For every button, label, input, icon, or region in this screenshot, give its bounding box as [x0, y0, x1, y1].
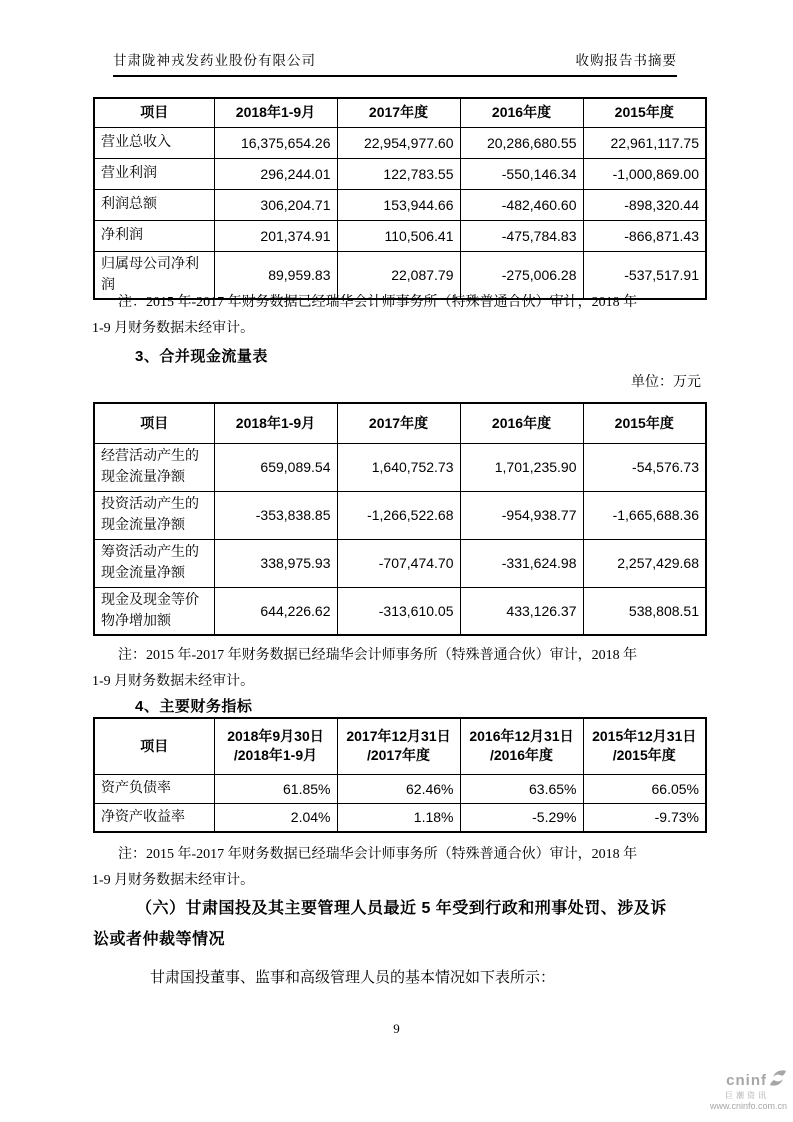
cell-value: 22,961,117.75: [583, 127, 706, 158]
row-label: 筹资活动产生的现金流量净额: [94, 539, 214, 587]
cninfo-logo-text: cninf: [726, 1072, 767, 1089]
table-row: [94, 491, 706, 539]
page-header: [113, 49, 677, 77]
column-header-text: /2018年1-9月: [233, 747, 318, 764]
cell-value: -537,517.91: [583, 251, 706, 299]
note-line: 注：2015 年-2017 年财务数据已经瑞华会计师事务所（特殊普通合伙）审计，2018 年: [118, 295, 638, 310]
table-row: [94, 803, 706, 832]
column-header-text: 2018年9月30日: [227, 728, 324, 745]
note-line: 1-9 月财务数据未经审计。: [92, 674, 255, 689]
table-row: [94, 774, 706, 803]
cell-value: 1,701,235.90: [460, 443, 583, 491]
cell-value: 16,375,654.26: [214, 127, 337, 158]
table-header-row: [94, 98, 706, 127]
cell-value: -550,146.34: [460, 158, 583, 189]
cell-value: -353,838.85: [214, 491, 337, 539]
column-header: 2017年度: [337, 403, 460, 443]
column-header: 2016年度: [460, 98, 583, 127]
cell-value: 63.65%: [460, 774, 583, 803]
income-statement-table: [93, 97, 707, 300]
document-title: 收购报告书摘要: [575, 53, 677, 68]
column-header: 2015年度: [583, 403, 706, 443]
cell-value: -275,006.28: [460, 251, 583, 299]
section-heading-indicators: 4、主要财务指标: [135, 698, 253, 715]
cell-value: 338,975.93: [214, 539, 337, 587]
column-header: 2016年度: [460, 403, 583, 443]
cell-value: 89,959.83: [214, 251, 337, 299]
row-label: 净利润: [94, 220, 214, 251]
cell-value: 153,944.66: [337, 189, 460, 220]
note-line: 1-9 月财务数据未经审计。: [92, 873, 255, 888]
column-header: 项目: [94, 98, 214, 127]
column-header: [460, 718, 583, 774]
cell-value: -1,000,869.00: [583, 158, 706, 189]
note-line: 注：2015 年-2017 年财务数据已经瑞华会计师事务所（特殊普通合伙）审计，2018 年: [118, 847, 638, 862]
table-row: [94, 443, 706, 491]
column-header: 2018年1-9月: [214, 403, 337, 443]
table-header-row: [94, 718, 706, 774]
cninfo-chinese-name: 巨潮资讯: [725, 1091, 769, 1100]
company-name: 甘肃陇神戎发药业股份有限公司: [113, 53, 316, 68]
table-row: [94, 127, 706, 158]
cell-value: 1,640,752.73: [337, 443, 460, 491]
table-row: [94, 587, 706, 635]
row-label: 营业利润: [94, 158, 214, 189]
heading-line: （六）甘肃国投及其主要管理人员最近 5 年受到行政和刑事处罚、涉及诉: [136, 900, 667, 917]
note-line: 1-9 月财务数据未经审计。: [92, 321, 255, 336]
page-number: 9: [393, 1021, 400, 1036]
column-header-text: /2015年度: [612, 747, 676, 764]
cell-value: -475,784.83: [460, 220, 583, 251]
audit-note: [92, 842, 710, 894]
column-header: [214, 718, 337, 774]
column-header-text: /2017年度: [366, 747, 431, 764]
cell-value: 66.05%: [583, 774, 706, 803]
cell-value: -954,938.77: [460, 491, 583, 539]
cell-value: -313,610.05: [337, 587, 460, 635]
column-header-text: 2017年12月31日: [346, 728, 451, 745]
cell-value: 306,204.71: [214, 189, 337, 220]
cell-value: 2,257,429.68: [583, 539, 706, 587]
column-header: [337, 718, 460, 774]
cell-value: 296,244.01: [214, 158, 337, 189]
row-label: 营业总收入: [94, 127, 214, 158]
column-header: 2015年度: [583, 98, 706, 127]
row-label: 资产负债率: [94, 774, 214, 803]
cell-value: -9.73%: [583, 803, 706, 832]
section-heading-cashflow: 3、合并现金流量表: [135, 348, 268, 365]
row-label: 归属母公司净利润: [94, 251, 214, 299]
heading-line: 讼或者仲裁等情况: [93, 931, 226, 948]
cell-value: 538,808.51: [583, 587, 706, 635]
unit-label: 单位：万元: [631, 375, 701, 390]
cninfo-url: www.cninfo.com.cn: [709, 1101, 787, 1111]
column-header-text: 项目: [140, 737, 169, 754]
column-header-text: 2016年12月31日: [469, 728, 574, 745]
cell-value: -1,266,522.68: [337, 491, 460, 539]
cell-value: -54,576.73: [583, 443, 706, 491]
cell-value: 20,286,680.55: [460, 127, 583, 158]
cell-value: 22,087.79: [337, 251, 460, 299]
column-header: [94, 718, 214, 774]
cell-value: 201,374.91: [214, 220, 337, 251]
column-header: 2018年1-9月: [214, 98, 337, 127]
cell-value: 433,126.37: [460, 587, 583, 635]
row-label: 利润总额: [94, 189, 214, 220]
cell-value: 122,783.55: [337, 158, 460, 189]
cell-value: 644,226.62: [214, 587, 337, 635]
cell-value: -331,624.98: [460, 539, 583, 587]
cell-value: -866,871.43: [583, 220, 706, 251]
row-label: 经营活动产生的现金流量净额: [94, 443, 214, 491]
cell-value: -898,320.44: [583, 189, 706, 220]
cell-value: 22,954,977.60: [337, 127, 460, 158]
cashflow-table: [93, 402, 707, 636]
table-row: [94, 220, 706, 251]
audit-note: [92, 290, 710, 342]
section-six-heading: [93, 893, 711, 955]
indicators-table: [93, 717, 707, 833]
cell-value: 61.85%: [214, 774, 337, 803]
cell-value: 62.46%: [337, 774, 460, 803]
cell-value: -5.29%: [460, 803, 583, 832]
cninfo-logo: [710, 1070, 787, 1112]
column-header-text: /2016年度: [489, 747, 554, 764]
cell-value: 1.18%: [337, 803, 460, 832]
table-row: [94, 539, 706, 587]
cell-value: -1,665,688.36: [583, 491, 706, 539]
cninfo-swirl-icon: [769, 1070, 787, 1091]
row-label: 投资活动产生的现金流量净额: [94, 491, 214, 539]
table-header-row: [94, 403, 706, 443]
column-header: 2017年度: [337, 98, 460, 127]
cell-value: 110,506.41: [337, 220, 460, 251]
cell-value: -482,460.60: [460, 189, 583, 220]
cell-value: -707,474.70: [337, 539, 460, 587]
cell-value: 2.04%: [214, 803, 337, 832]
cninfo-logo-row: [710, 1070, 787, 1091]
row-label: 现金及现金等价物净增加额: [94, 587, 214, 635]
cell-value: 659,089.54: [214, 443, 337, 491]
audit-note: [92, 643, 710, 695]
column-header: [583, 718, 706, 774]
body-paragraph: 甘肃国投董事、监事和高级管理人员的基本情况如下表所示：: [150, 970, 556, 986]
table-row: [94, 189, 706, 220]
note-line: 注：2015 年-2017 年财务数据已经瑞华会计师事务所（特殊普通合伙）审计，2018 年: [118, 648, 638, 663]
row-label: 净资产收益率: [94, 803, 214, 832]
table-row: [94, 158, 706, 189]
column-header: 项目: [94, 403, 214, 443]
column-header-text: 2015年12月31日: [592, 728, 697, 745]
